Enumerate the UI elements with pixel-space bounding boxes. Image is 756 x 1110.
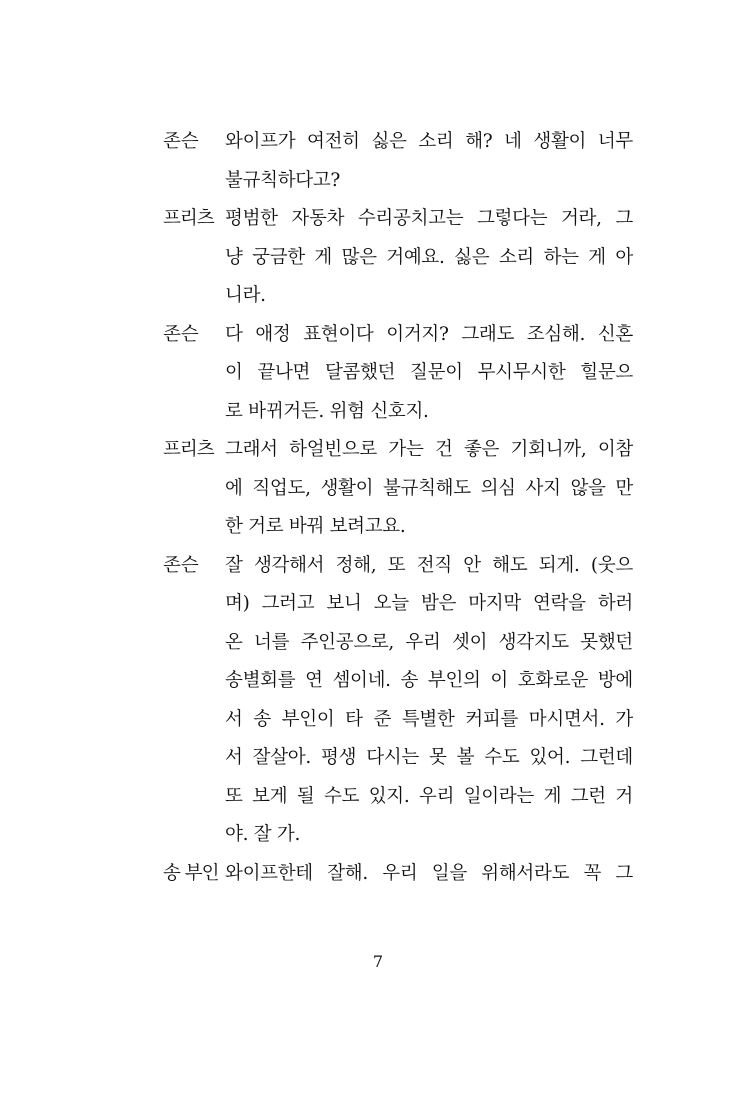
dialogue-line: 온 너를 주인공으로, 우리 셋이 생각지도 못했던	[225, 631, 633, 653]
dialogue-line: 송별회를 연 셈이네. 송 부인의 이 호화로운 방에	[225, 670, 633, 691]
dialogue-line: 와이프가 여전히 싫은 소리 해? 네 생활이 너무	[225, 131, 633, 152]
dialogue-line: 며) 그러고 보니 오늘 밤은 마지막 연락을 하러	[225, 593, 633, 614]
speaker-name: 프리츠	[163, 208, 214, 229]
speaker-name: 존슨	[163, 323, 199, 345]
dialogue-entry	[163, 855, 633, 894]
dialogue-text	[225, 855, 633, 894]
dialogue-line: 서 송 부인이 타 준 특별한 커피를 마시면서. 가	[225, 708, 633, 730]
dialogue-line: 니라.	[225, 285, 266, 306]
dialogue-line: 잘 생각해서 정해, 또 전직 안 해도 되게. (웃으	[225, 554, 633, 576]
dialogue-line: 에 직업도, 생활이 불규칙해도 의심 사지 않을 만	[225, 477, 633, 499]
dialogue-line: 평범한 자동차 수리공치고는 그렇다는 거라, 그	[225, 208, 633, 229]
dialogue-line: 서 잘살아. 평생 다시는 못 볼 수도 있어. 그런데	[225, 747, 633, 768]
dialogue-line: 로 바뀌거든. 위험 신호지.	[225, 400, 429, 422]
dialogue-entry	[163, 200, 633, 316]
dialogue-text	[225, 123, 633, 200]
dialogue-line: 야. 잘 가.	[225, 824, 301, 845]
dialogue-entry	[163, 547, 633, 855]
dialogue-line: 냥 궁금한 게 많은 거예요. 싫은 소리 하는 게 아	[225, 246, 633, 268]
script-body	[163, 123, 633, 893]
speaker-name: 송 부인	[163, 862, 219, 884]
dialogue-entry	[163, 431, 633, 547]
dialogue-text	[225, 200, 633, 316]
dialogue-entry	[163, 316, 633, 432]
speaker-name: 존슨	[163, 554, 199, 576]
dialogue-text	[225, 547, 633, 855]
dialogue-text	[225, 431, 633, 547]
dialogue-line: 또 보게 될 수도 있지. 우리 일이라는 게 그런 거	[225, 785, 633, 807]
dialogue-line: 다 애정 표현이다 이거지? 그래도 조심해. 신혼	[225, 323, 633, 345]
dialogue-line: 불규칙하다고?	[225, 169, 341, 191]
dialogue-line: 와이프한테 잘해. 우리 일을 위해서라도 꼭 그	[225, 862, 633, 884]
dialogue-text	[225, 316, 633, 432]
page-number: 7	[372, 952, 384, 971]
dialogue-line: 이 끝나면 달콤했던 질문이 무시무시한 힐문으	[225, 362, 633, 383]
dialogue-line: 그래서 하얼빈으로 가는 건 좋은 기회니까, 이참	[225, 439, 633, 460]
speaker-name: 존슨	[163, 131, 199, 152]
dialogue-line: 한 거로 바꿔 보려고요.	[225, 516, 406, 537]
dialogue-entry	[163, 123, 633, 200]
speaker-name: 프리츠	[163, 439, 214, 460]
